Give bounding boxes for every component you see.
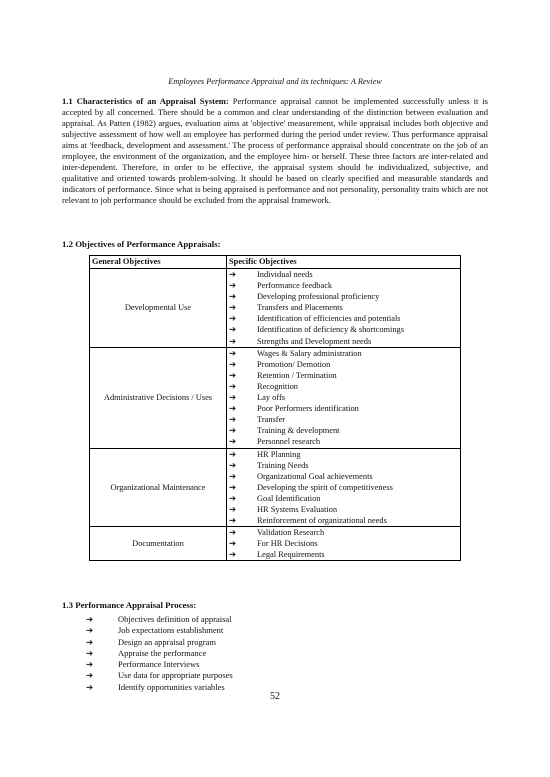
specific-objective-text: Identification of efficiencies and potentials	[257, 314, 401, 324]
arrow-bullet-icon: ➔	[229, 393, 237, 403]
section-1-1-paragraph	[62, 96, 488, 206]
list-item	[227, 527, 460, 538]
process-list	[86, 614, 233, 693]
process-step-text: Performance Interviews	[118, 659, 200, 670]
specific-objective-text: Legal Requirements	[257, 550, 325, 560]
arrow-bullet-icon: ➔	[229, 504, 237, 514]
list-item	[86, 648, 233, 659]
list-item	[227, 359, 460, 370]
arrow-bullet-icon: ➔	[229, 292, 237, 302]
arrow-bullet-icon: ➔	[229, 348, 237, 358]
specific-objective-text: Training & development	[257, 426, 340, 436]
specific-objective-text: Goal Identification	[257, 493, 321, 503]
arrow-bullet-icon: ➔	[229, 426, 237, 436]
arrow-bullet-icon: ➔	[86, 615, 94, 624]
list-item	[227, 392, 460, 403]
objectives-table	[89, 255, 461, 561]
specific-objective-text: Transfers and Placements	[257, 303, 343, 313]
specific-objective-text: Performance feedback	[257, 281, 333, 291]
arrow-bullet-icon: ➔	[229, 471, 237, 481]
list-item	[227, 449, 460, 460]
list-item	[227, 460, 460, 471]
process-step-text: Identify opportunities variables	[118, 681, 225, 692]
table-row	[90, 269, 461, 348]
list-item	[227, 336, 460, 347]
specific-objective-text: HR Planning	[257, 449, 301, 459]
specific-objectives-list	[227, 269, 460, 347]
specific-objective-text: Wages & Salary administration	[257, 348, 362, 358]
arrow-bullet-icon: ➔	[229, 303, 237, 313]
page-number: 52	[270, 691, 280, 702]
list-item	[227, 471, 460, 482]
list-item	[227, 414, 460, 425]
list-item	[227, 403, 460, 414]
running-head: Employees Performance Appraisal and its techniques: A Review	[168, 77, 382, 86]
list-item	[227, 280, 460, 291]
arrow-bullet-icon: ➔	[229, 404, 237, 414]
list-item	[227, 504, 460, 515]
header-general-objectives: General Objectives	[90, 256, 227, 269]
list-item	[86, 614, 233, 625]
list-item	[227, 269, 460, 280]
specific-objectives-cell	[227, 347, 461, 448]
section-1-1-body: Performance appraisal cannot be implemented successfully unless it is accepted by all concerned. There should be a common and clear understanding of the distinction between evaluation and appraisal. As Patten (1982) argues, evaluation aims at 'objective' measurement, while appraisal includes both objective and subjective assessment of how well an employee has performed during the period under review. Thus performance appraisal aims at 'feedback, development and assessment.' The process of performance appraisal should concentrate on the job of an employee, the environment of the organization, and the employee him- or herself. These three factors are inter-related and inter-dependent. Therefore, in order to be effective, the appraisal system should be individualized, subjective, and qualitative and oriented towards problem-solving. It should be based on clearly specified and measurable standards and indicators of performance. Since what is being appraised is performance and not personality, personality traits which are not relevant to job performance should be excluded from the appraisal framework.	[62, 96, 488, 206]
specific-objective-text: Developing the spirit of competitiveness	[257, 482, 393, 492]
specific-objectives-list	[227, 527, 460, 560]
specific-objective-text: Personnel research	[257, 437, 321, 447]
arrow-bullet-icon: ➔	[86, 626, 94, 636]
list-item	[227, 324, 460, 335]
list-item	[86, 637, 233, 648]
section-1-3-heading: 1.3 Performance Appraisal Process:	[62, 600, 197, 610]
list-item	[227, 515, 460, 526]
process-step-text: Objectives definition of appraisal	[118, 614, 232, 624]
arrow-bullet-icon: ➔	[229, 516, 237, 526]
list-item	[227, 436, 460, 447]
arrow-bullet-icon: ➔	[229, 281, 237, 291]
specific-objectives-cell	[227, 448, 461, 527]
specific-objective-text: Strengths and Development needs	[257, 336, 372, 346]
list-item	[227, 348, 460, 359]
general-objective-cell: Developmental Use	[90, 269, 227, 348]
general-objective-cell: Administrative Decisions / Uses	[90, 347, 227, 448]
arrow-bullet-icon: ➔	[229, 415, 237, 425]
specific-objectives-cell	[227, 527, 461, 561]
arrow-bullet-icon: ➔	[86, 660, 94, 670]
arrow-bullet-icon: ➔	[229, 449, 237, 459]
arrow-bullet-icon: ➔	[86, 637, 94, 647]
specific-objective-text: Individual needs	[257, 270, 313, 279]
specific-objective-text: Retention / Termination	[257, 370, 337, 380]
table-row	[90, 347, 461, 448]
table-row	[90, 527, 461, 561]
specific-objective-text: Organizational Goal achievements	[257, 471, 373, 481]
list-item	[227, 549, 460, 560]
arrow-bullet-icon: ➔	[229, 482, 237, 492]
specific-objective-text: HR Systems Evaluation	[257, 504, 338, 514]
table-row	[90, 448, 461, 527]
arrow-bullet-icon: ➔	[229, 314, 237, 324]
list-item	[227, 482, 460, 493]
specific-objectives-list	[227, 449, 460, 527]
list-item	[227, 302, 460, 313]
arrow-bullet-icon: ➔	[229, 437, 237, 447]
arrow-bullet-icon: ➔	[229, 493, 237, 503]
arrow-bullet-icon: ➔	[86, 671, 94, 681]
list-item	[227, 370, 460, 381]
specific-objective-text: Validation Research	[257, 528, 325, 538]
process-step-text: Appraise the performance	[118, 647, 207, 658]
process-step-text: Job expectations establishment	[118, 625, 224, 636]
specific-objective-text: Reinforcement of organizational needs	[257, 516, 387, 526]
arrow-bullet-icon: ➔	[229, 325, 237, 335]
list-item	[227, 538, 460, 549]
specific-objective-text: Identification of deficiency & shortcomings	[257, 325, 404, 335]
objectives-table-header-row	[90, 256, 461, 269]
arrow-bullet-icon: ➔	[86, 648, 94, 658]
list-item	[86, 659, 233, 670]
specific-objective-text: For HR Decisions	[257, 539, 318, 549]
arrow-bullet-icon: ➔	[229, 336, 237, 346]
list-item	[227, 381, 460, 392]
arrow-bullet-icon: ➔	[229, 381, 237, 391]
objectives-table-body	[90, 269, 461, 561]
process-step-text: Design an appraisal program	[118, 636, 216, 647]
list-item	[227, 493, 460, 504]
section-1-2-heading: 1.2 Objectives of Performance Appraisals:	[62, 239, 221, 249]
list-item	[227, 313, 460, 324]
specific-objective-text: Developing professional proficiency	[257, 292, 380, 302]
specific-objective-text: Promotion/ Demotion	[257, 359, 331, 369]
specific-objective-text: Recognition	[257, 381, 298, 391]
general-objective-cell: Documentation	[90, 527, 227, 561]
list-item	[227, 291, 460, 302]
specific-objective-text: Lay offs	[257, 393, 285, 403]
arrow-bullet-icon: ➔	[229, 539, 237, 549]
list-item	[86, 670, 233, 681]
arrow-bullet-icon: ➔	[229, 550, 237, 560]
specific-objectives-list	[227, 348, 460, 448]
list-item	[227, 425, 460, 436]
section-1-1-heading: 1.1 Characteristics of an Appraisal System:	[62, 96, 229, 106]
specific-objectives-cell	[227, 269, 461, 348]
process-step-text: Use data for appropriate purposes	[118, 670, 233, 681]
specific-objective-text: Training Needs	[257, 460, 309, 470]
list-item	[86, 625, 233, 636]
header-specific-objectives: Specific Objectives	[227, 256, 461, 269]
specific-objective-text: Poor Performers identification	[257, 404, 359, 414]
arrow-bullet-icon: ➔	[229, 359, 237, 369]
general-objective-cell: Organizational Maintenance	[90, 448, 227, 527]
arrow-bullet-icon: ➔	[229, 528, 237, 538]
specific-objective-text: Transfer	[257, 415, 286, 425]
arrow-bullet-icon: ➔	[229, 270, 237, 279]
arrow-bullet-icon: ➔	[229, 460, 237, 470]
arrow-bullet-icon: ➔	[229, 370, 237, 380]
arrow-bullet-icon: ➔	[86, 682, 94, 692]
